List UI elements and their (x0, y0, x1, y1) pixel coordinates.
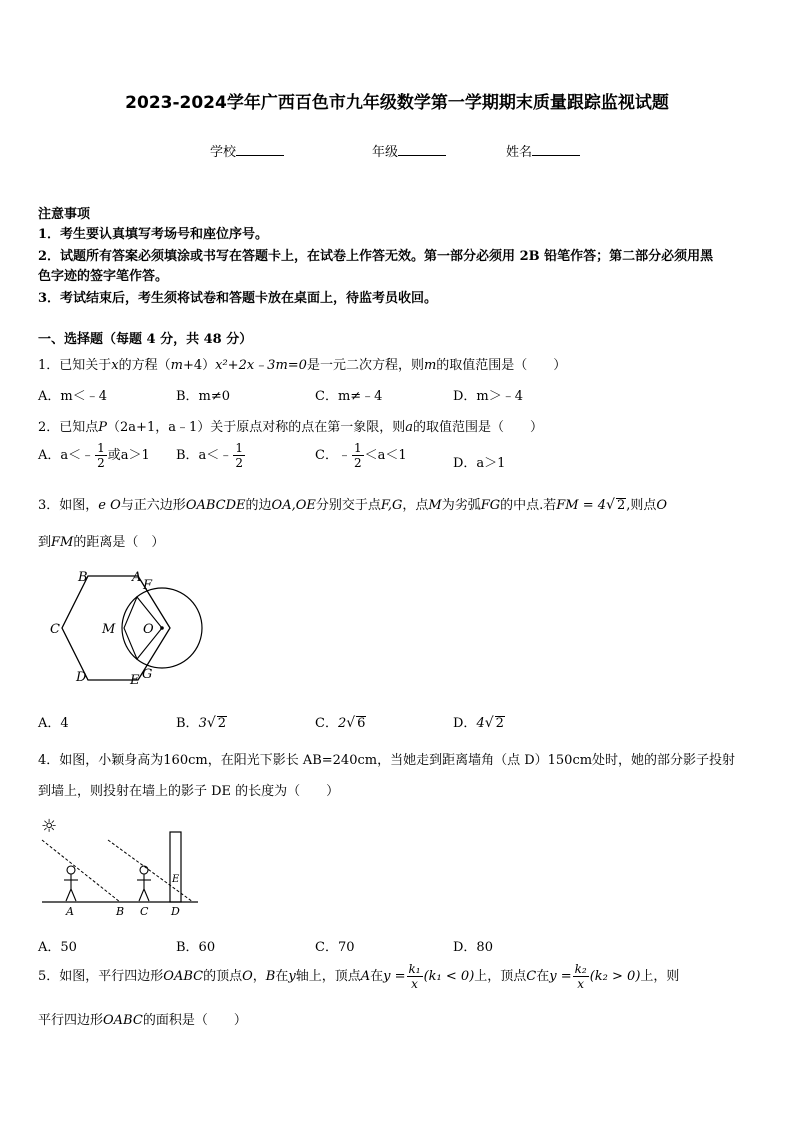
q2-option-d: D．a＞1 (453, 456, 506, 471)
fraction: $\frac{1}{2}$ (353, 441, 362, 470)
notice-item-1: 1．考生要认真填写考场号和座位序号。 (38, 227, 269, 242)
page-title: 2023-2024学年广西百色市九年级数学第一学期期末质量跟踪监视试题 (125, 93, 669, 113)
q3-option-b: B．3√ 2 (176, 715, 227, 731)
grade-blank (398, 143, 446, 156)
sun-ray-1 (42, 840, 120, 902)
q4-option-b: B．60 (176, 940, 216, 955)
q3-option-a: A．4 (38, 716, 69, 731)
label-e: E (172, 874, 180, 885)
q2-option-a: A．a＜﹣ $\frac{1}{2}$ 或a＞1 (38, 441, 150, 470)
question-1-stem: 1．已知关于x的方程（m+4）x²+2x﹣3m=0是一元二次方程，则m的取值范围是（ ） (38, 358, 567, 373)
q1-option-d: D．m＞﹣4 (453, 389, 524, 404)
person-2-icon (137, 866, 151, 901)
fraction: $\frac{1}{2}$ (97, 441, 105, 470)
grade-field: 年级 (372, 141, 446, 160)
q1-option-b: B．m≠0 (176, 389, 231, 404)
sun-icon: ☼ (41, 816, 58, 837)
q2-option-b: B．a＜﹣ $\frac{1}{2}$ (176, 441, 243, 470)
sun-ray-2 (108, 840, 193, 902)
notice-heading: 注意事项 (38, 207, 91, 222)
question-5-stem-cont: 平行四边形OABC的面积是（ ） (38, 1013, 247, 1028)
label-f: F (143, 578, 153, 593)
fraction: $\frac{\text{k₂}}{x}$ (574, 962, 587, 991)
label-d: D (76, 670, 87, 685)
label-d: D (171, 905, 180, 918)
section-heading: 一、选择题（每题 4 分，共 48 分） (38, 332, 253, 347)
label-e: E (130, 673, 140, 688)
q3-option-c: C．2√ 6 (315, 715, 366, 731)
center-point (160, 626, 164, 630)
label-a: A (66, 905, 74, 918)
school-field: 学校 (210, 141, 284, 160)
notice-item-2-cont: 色字迹的签字笔作答。 (38, 269, 169, 284)
name-field: 姓名 (506, 141, 580, 160)
hexagon-circle-figure (40, 566, 210, 690)
label-b: B (116, 905, 125, 918)
q1-option-c: C．m≠﹣4 (315, 389, 383, 404)
question-5-stem: 5．如图，平行四边形OABC的顶点O，B在y轴上，顶点A在y = $\frac{\text{k₁}}{x}$ (k₁ < 0)上，顶点C在y = $\frac{\text{k₂}}{x}$ (k₂ > 0)上，则 (38, 962, 680, 991)
question-4-stem: 4．如图，小颖身高为160cm，在阳光下影长 AB=240cm，当她走到距离墙角（点 D）150cm处时，她的部分影子投射 (38, 753, 736, 768)
label-c: C (140, 905, 149, 918)
question-3-stem-cont: 到FM的距离是（ ） (38, 535, 165, 550)
shadow-figure (38, 812, 203, 920)
notice-item-2: 2．试题所有答案必须填涂或书写在答题卡上，在试卷上作答无效。第一部分必须用 2B 铅笔作答；第二部分必须用黑 (38, 249, 714, 264)
question-3-stem: 3．如图，e O与正六边形OABCDE的边OA,OE分别交于点F,G，点M为劣弧FG的中点.若FM = 4√ 2,则点O (38, 497, 668, 513)
label-a: A (132, 570, 142, 585)
q2-option-c: C．﹣ $\frac{1}{2}$ ＜a＜1 (315, 441, 407, 470)
label-o: O (143, 622, 154, 637)
q4-option-a: A．50 (38, 940, 77, 955)
person-1-icon (64, 866, 78, 901)
q3-option-d: D．4√ 2 (453, 715, 504, 731)
fraction: $\frac{\text{k₁}}{x}$ (408, 962, 421, 991)
q4-option-c: C．70 (315, 940, 355, 955)
question-2-stem: 2．已知点P（2a+1，a﹣1）关于原点对称的点在第一象限，则a的取值范围是（ ） (38, 420, 544, 435)
label-b: B (78, 570, 88, 585)
school-blank (236, 143, 284, 156)
fraction: $\frac{1}{2}$ (235, 441, 243, 470)
notice-item-3: 3．考试结束后，考生须将试卷和答题卡放在桌面上，待监考员收回。 (38, 291, 438, 306)
hexagon-shape (62, 576, 170, 680)
q1-option-a: A．m＜﹣4 (38, 389, 107, 404)
label-m: M (102, 622, 116, 637)
q4-option-d: D．80 (453, 940, 493, 955)
label-c: C (50, 622, 60, 637)
name-blank (532, 143, 580, 156)
question-4-stem-cont: 到墙上，则投射在墙上的影子 DE 的长度为（ ） (38, 784, 340, 799)
label-g: G (142, 667, 153, 682)
